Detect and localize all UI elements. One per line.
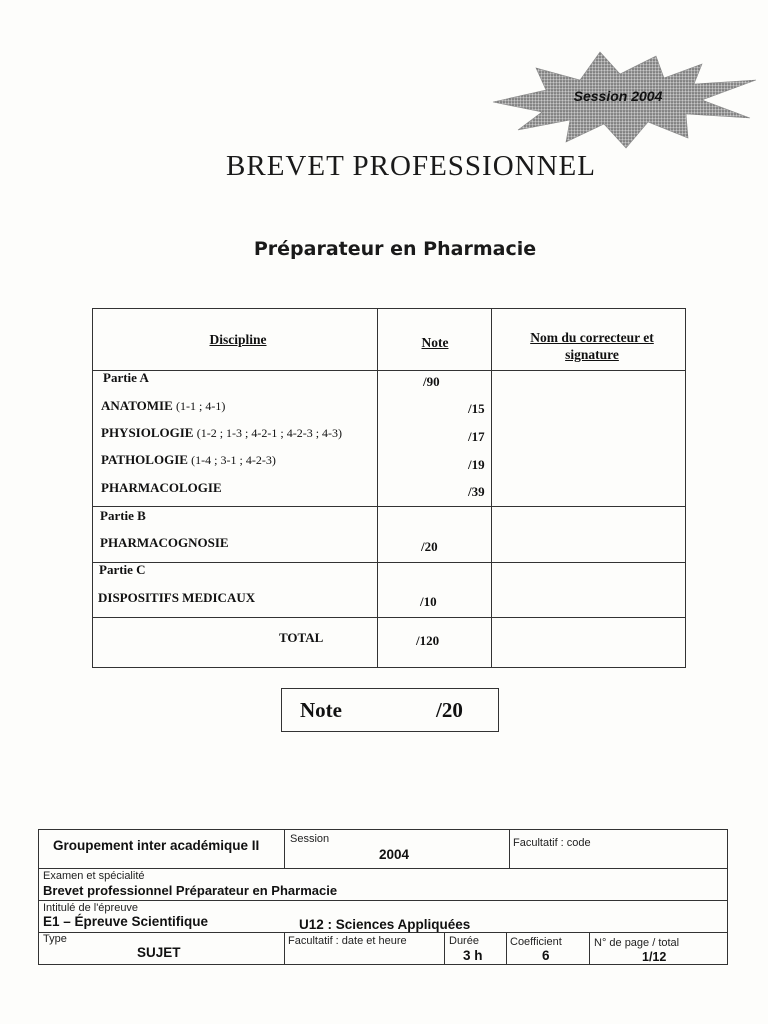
code-label: Facultatif : code: [513, 837, 591, 849]
final-note-value: /20: [436, 698, 463, 722]
discipline-detail: (1-1 ; 4-1): [176, 399, 226, 413]
exam-value: Brevet professionnel Préparateur en Pharmacie: [43, 883, 338, 898]
type-label: Type: [43, 933, 67, 945]
row-divider: [93, 506, 685, 507]
partie-a-label: Partie A: [103, 370, 149, 385]
total-label: TOTAL: [279, 630, 324, 645]
table-row: [101, 425, 342, 441]
discipline-name: PATHOLOGIE: [101, 452, 188, 467]
grades-table: [92, 308, 686, 668]
row-divider: [93, 370, 685, 371]
row-divider: [39, 868, 727, 869]
discipline-score: /17: [468, 429, 485, 444]
document-title: BREVET PROFESSIONNEL: [226, 150, 596, 182]
session-badge: [488, 50, 758, 150]
final-note-box: [281, 688, 499, 732]
discipline-score: /15: [468, 401, 485, 416]
page-value: 1/12: [642, 950, 667, 964]
column-divider: [284, 932, 285, 964]
column-divider: [589, 932, 590, 964]
exam-info-table: [38, 829, 728, 965]
discipline-name: PHYSIOLOGIE: [101, 425, 194, 440]
session-badge-label: Session 2004: [573, 88, 663, 104]
coef-label: Coefficient: [510, 936, 562, 948]
partie-b-score: /20: [421, 539, 438, 554]
final-note-label: Note: [300, 698, 342, 722]
epreuve-value: E1 – Épreuve Scientifique: [43, 914, 209, 929]
discipline-detail: (1-2 ; 1-3 ; 4-2-1 ; 4-2-3 ; 4-3): [196, 426, 343, 440]
partie-b-discipline: PHARMACOGNOSIE: [100, 535, 229, 550]
row-divider: [93, 617, 685, 618]
header-corrector-line1: Nom du correcteur et: [530, 330, 654, 345]
row-divider: [39, 900, 727, 901]
partie-c-label: Partie C: [99, 562, 146, 577]
session-value: 2004: [379, 847, 410, 862]
duree-label: Durée: [449, 935, 479, 947]
row-divider: [93, 562, 685, 563]
discipline-score: /19: [468, 457, 485, 472]
partie-c-discipline: DISPOSITIFS MEDICAUX: [98, 590, 256, 605]
total-score: /120: [416, 633, 440, 648]
discipline-score: /39: [468, 484, 485, 499]
page-label: N° de page / total: [594, 937, 680, 949]
partie-a-total: /90: [423, 374, 440, 389]
table-row: [101, 452, 276, 468]
column-divider: [506, 932, 507, 964]
session-label: Session: [290, 833, 330, 845]
duree-value: 3 h: [463, 948, 483, 963]
header-note: Note: [421, 335, 449, 350]
column-divider: [509, 830, 510, 868]
header-corrector-line2: signature: [565, 347, 619, 362]
type-value: SUJET: [137, 945, 181, 960]
groupement-value: Groupement inter académique II: [53, 838, 260, 853]
discipline-name: PHARMACOLOGIE: [101, 480, 222, 495]
discipline-detail: (1-4 ; 3-1 ; 4-2-3): [191, 453, 276, 467]
header-discipline: Discipline: [209, 332, 267, 347]
table-row: [101, 480, 222, 496]
partie-c-score: /10: [420, 594, 437, 609]
date-label: Facultatif : date et heure: [288, 935, 407, 947]
exam-label: Examen et spécialité: [43, 870, 145, 882]
coef-value: 6: [542, 948, 550, 963]
column-divider: [284, 830, 285, 868]
column-divider: [491, 309, 492, 667]
column-divider: [444, 932, 445, 964]
document-subtitle: Préparateur en Pharmacie: [253, 238, 537, 260]
row-divider: [39, 932, 727, 933]
epreuve-label: Intitulé de l'épreuve: [43, 902, 139, 914]
discipline-name: ANATOMIE: [101, 398, 173, 413]
header-corrector: [501, 329, 683, 363]
partie-b-label: Partie B: [100, 508, 146, 523]
table-row: [101, 398, 225, 414]
column-divider: [377, 309, 378, 667]
unit-value: U12 : Sciences Appliquées: [299, 917, 471, 932]
